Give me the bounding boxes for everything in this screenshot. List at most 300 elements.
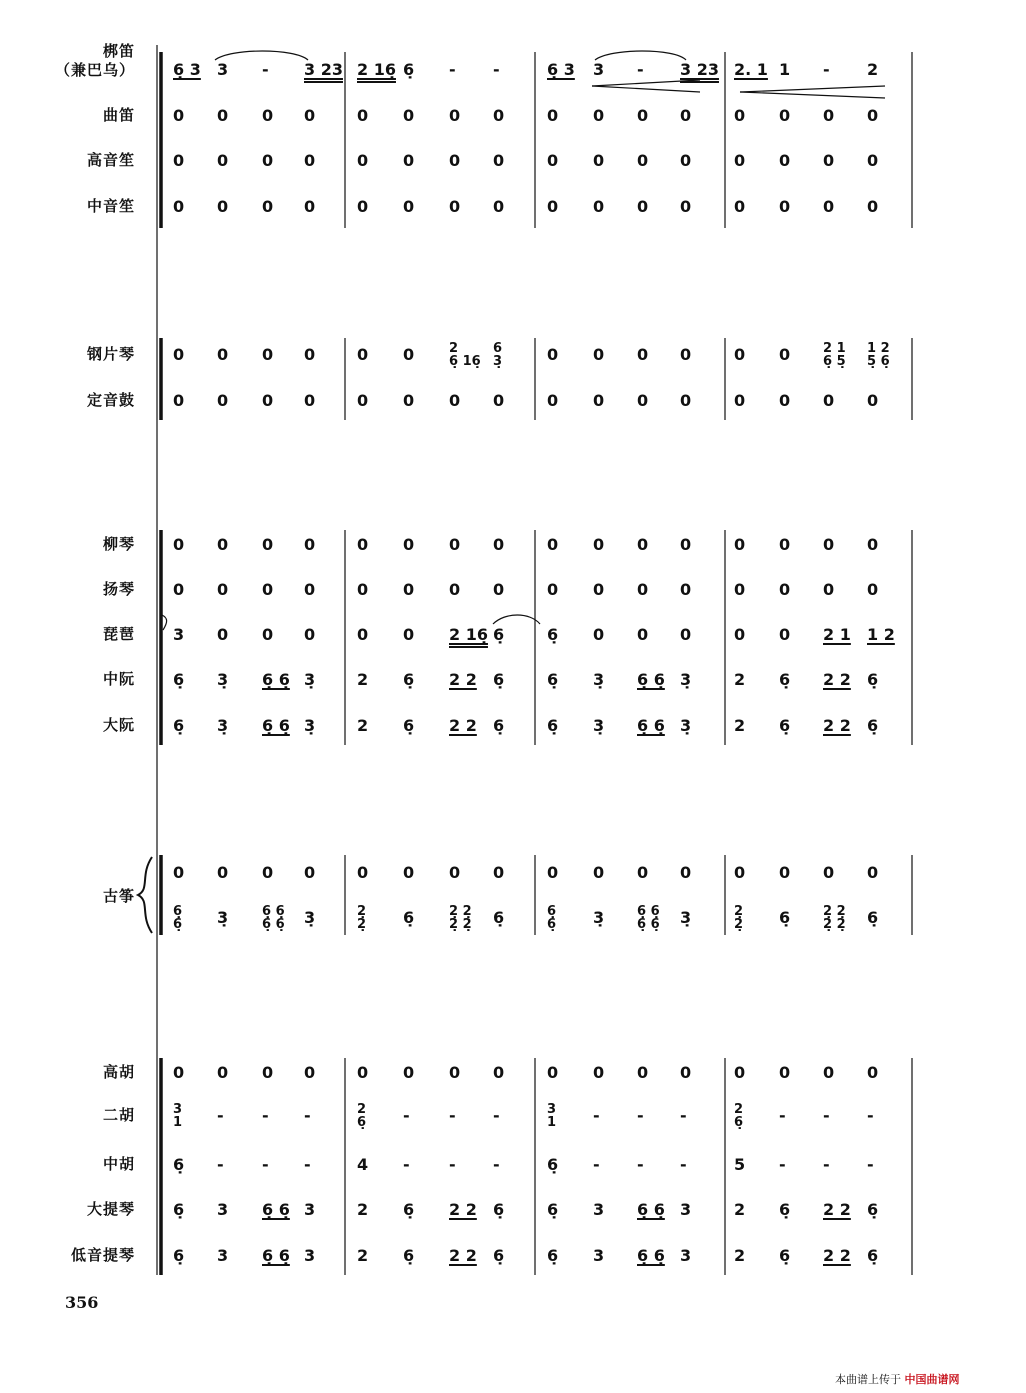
rest: 0 [680, 863, 692, 882]
rest: 0 [734, 151, 746, 170]
note: 3 [217, 1200, 229, 1219]
sustain-dash: - [593, 1106, 600, 1125]
rest: 0 [779, 863, 791, 882]
rest: 0 [680, 391, 692, 410]
rest: 0 [357, 151, 369, 170]
rest: 0 [217, 106, 229, 125]
sustain-dash: - [680, 1155, 687, 1174]
rest: 0 [403, 391, 415, 410]
instrument-name: 大提琴 [86, 1200, 135, 1218]
rest: 0 [680, 345, 692, 364]
instrument-name: 中音笙 [86, 197, 135, 215]
instrument-note: （兼巴乌） [54, 61, 135, 79]
rest: 0 [867, 106, 879, 125]
instrument-name: 高音笙 [86, 151, 135, 169]
instrument-label [0, 1246, 135, 1265]
note: 6̣ [779, 1246, 791, 1265]
note: 6̣ [547, 670, 559, 689]
note: 6̣ 3 [547, 60, 575, 79]
note: 6̣ [493, 908, 505, 927]
rest: 0 [357, 1063, 369, 1082]
sustain-dash: - [680, 1106, 687, 1125]
rest: 0 [217, 625, 229, 644]
note: 3 23 [680, 60, 719, 79]
note: 3 [593, 1246, 605, 1265]
rest: 0 [734, 106, 746, 125]
note: 2 [357, 670, 369, 689]
rest: 0 [779, 1063, 791, 1082]
rest: 0 [217, 863, 229, 882]
rest: 0 [823, 1063, 835, 1082]
rest: 0 [262, 151, 274, 170]
rest: 0 [357, 197, 369, 216]
rest: 0 [304, 106, 316, 125]
stacked-note: 6 3̣ [493, 341, 503, 369]
instrument-label [0, 1155, 135, 1174]
sustain-dash: - [217, 1155, 224, 1174]
note: 2. 1 [734, 60, 768, 79]
rest: 0 [593, 151, 605, 170]
note: 6̣ 6̣ [637, 1246, 665, 1265]
note: 6̣ [403, 1200, 415, 1219]
stacked-note: 3 1 [173, 1102, 183, 1130]
rest: 0 [357, 391, 369, 410]
note: 6̣ [173, 716, 185, 735]
sustain-dash: - [403, 1155, 410, 1174]
note: 6̣ [867, 716, 879, 735]
note: 2 [357, 1200, 369, 1219]
instrument-name: 中胡 [102, 1155, 135, 1173]
rest: 0 [493, 535, 505, 554]
note: 3 [680, 1246, 692, 1265]
note: 6̣ [547, 1200, 559, 1219]
sustain-dash: - [493, 60, 500, 79]
rest: 0 [403, 625, 415, 644]
sustain-dash: - [403, 1106, 410, 1125]
rest: 0 [493, 1063, 505, 1082]
rest: 0 [173, 345, 185, 364]
note: 6̣ [547, 625, 559, 644]
note: 3̣ [680, 716, 692, 735]
note: 3 23 [304, 60, 343, 79]
rest: 0 [593, 625, 605, 644]
rest: 0 [403, 345, 415, 364]
instrument-label [0, 625, 135, 644]
rest: 0 [262, 1063, 274, 1082]
rest: 0 [867, 1063, 879, 1082]
note: 3̣ [217, 716, 229, 735]
note: 2 [357, 716, 369, 735]
rest: 0 [357, 625, 369, 644]
note: 6̣ 6̣ [637, 670, 665, 689]
instrument-label [0, 345, 135, 364]
rest: 0 [637, 625, 649, 644]
note: 2 2 [823, 716, 851, 735]
sustain-dash: - [823, 60, 830, 79]
rest: 0 [779, 625, 791, 644]
sustain-dash: - [262, 1106, 269, 1125]
rest: 0 [304, 535, 316, 554]
instrument-label [0, 1106, 135, 1125]
rest: 0 [593, 1063, 605, 1082]
note: 3 [593, 1200, 605, 1219]
rest: 0 [493, 151, 505, 170]
rest: 0 [173, 106, 185, 125]
sustain-dash: - [262, 1155, 269, 1174]
note: 2 [734, 670, 746, 689]
instrument-label [0, 716, 135, 735]
rest: 0 [173, 535, 185, 554]
rest: 0 [449, 580, 461, 599]
sustain-dash: - [449, 1106, 456, 1125]
zheng-brace [138, 857, 152, 933]
rest: 0 [779, 197, 791, 216]
rest: 0 [173, 863, 185, 882]
rest: 0 [449, 863, 461, 882]
hairpin [592, 86, 700, 92]
rest: 0 [403, 1063, 415, 1082]
instrument-label [0, 42, 135, 80]
rest: 0 [403, 535, 415, 554]
rest: 0 [547, 197, 559, 216]
slur [493, 615, 540, 624]
rest: 0 [680, 625, 692, 644]
note: 6̣ [173, 1200, 185, 1219]
rest: 0 [357, 535, 369, 554]
rest: 0 [173, 580, 185, 599]
rest: 0 [262, 345, 274, 364]
note: 3̣ [304, 908, 316, 927]
rest: 0 [823, 391, 835, 410]
rest: 0 [779, 106, 791, 125]
note: 6̣ 6̣ [262, 1200, 290, 1219]
rest: 0 [593, 535, 605, 554]
rest: 0 [680, 1063, 692, 1082]
note: 6̣ 3 [173, 60, 201, 79]
rest: 0 [680, 580, 692, 599]
note: 6̣ [493, 1200, 505, 1219]
rest: 0 [637, 863, 649, 882]
instrument-label [0, 197, 135, 216]
note: 6̣ [493, 1246, 505, 1265]
rest: 0 [547, 535, 559, 554]
note: 6̣ [547, 1155, 559, 1174]
rest: 0 [403, 106, 415, 125]
rest: 0 [304, 625, 316, 644]
rest: 0 [449, 106, 461, 125]
rest: 0 [637, 1063, 649, 1082]
note: 3̣ [304, 670, 316, 689]
rest: 0 [867, 391, 879, 410]
rest: 0 [680, 197, 692, 216]
note: 1 [779, 60, 791, 79]
rest: 0 [357, 106, 369, 125]
note: 6̣ 6̣ [637, 1200, 665, 1219]
instrument-label [0, 1063, 135, 1082]
note: 2 [357, 1246, 369, 1265]
rest: 0 [734, 1063, 746, 1082]
rest: 0 [403, 151, 415, 170]
rest: 0 [173, 1063, 185, 1082]
rest: 0 [637, 535, 649, 554]
rest: 0 [734, 345, 746, 364]
footer-text: 本曲谱上传于 [835, 1373, 901, 1386]
rest: 0 [217, 1063, 229, 1082]
note: 6̣ [867, 1246, 879, 1265]
rest: 0 [262, 535, 274, 554]
note: 3 [593, 60, 605, 79]
stacked-note: 6̣ 6̣ 6̣ 6̣ [637, 904, 660, 932]
hairpin [740, 92, 885, 98]
note: 6̣ [547, 716, 559, 735]
note: 2 2 [823, 670, 851, 689]
instrument-label [0, 887, 135, 906]
rest: 0 [449, 197, 461, 216]
rest: 0 [823, 106, 835, 125]
sustain-dash: - [449, 1155, 456, 1174]
rest: 0 [867, 580, 879, 599]
stacked-note: 2̣ 2̣ [734, 904, 744, 932]
note: 3 [217, 60, 229, 79]
rest: 0 [734, 535, 746, 554]
note: 6̣ [779, 908, 791, 927]
rest: 0 [357, 863, 369, 882]
rest: 0 [637, 197, 649, 216]
note: 2 16̣ [357, 60, 396, 79]
rest: 0 [823, 151, 835, 170]
rest: 0 [304, 197, 316, 216]
note: 2 [734, 716, 746, 735]
sustain-dash: - [779, 1155, 786, 1174]
note: 6̣ 6̣ [262, 716, 290, 735]
note: 5 [734, 1155, 746, 1174]
sustain-dash: - [449, 60, 456, 79]
instrument-name: 钢片琴 [86, 345, 135, 363]
rest: 0 [262, 625, 274, 644]
note: 6̣ [779, 670, 791, 689]
note: 3̣ [680, 908, 692, 927]
rest: 0 [779, 535, 791, 554]
note: 2 2 [449, 1200, 477, 1219]
rest: 0 [357, 580, 369, 599]
stacked-note: 1 2 5̣ 6̣ [867, 341, 890, 369]
rest: 0 [680, 535, 692, 554]
note: 2 2 [449, 716, 477, 735]
rest: 0 [217, 580, 229, 599]
note: 6̣ 6̣ [262, 670, 290, 689]
rest: 0 [779, 580, 791, 599]
note: 6̣ [779, 1200, 791, 1219]
note: 2 1 [823, 625, 851, 644]
note: 2 16̣ [449, 625, 488, 644]
slur [595, 51, 686, 60]
rest: 0 [262, 197, 274, 216]
note: 6̣ [547, 1246, 559, 1265]
instrument-name: 梆笛 [102, 42, 135, 60]
note: 3 [680, 1200, 692, 1219]
note: 6̣ [493, 670, 505, 689]
sustain-dash: - [867, 1155, 874, 1174]
note: 3̣ [217, 670, 229, 689]
note: 6̣ [173, 670, 185, 689]
page-number: 356 [65, 1293, 99, 1312]
rest: 0 [593, 345, 605, 364]
rest: 0 [449, 391, 461, 410]
rest: 0 [734, 580, 746, 599]
instrument-name: 中阮 [102, 670, 135, 688]
instrument-name: 高胡 [102, 1063, 135, 1081]
rest: 0 [493, 106, 505, 125]
instrument-name: 扬琴 [102, 580, 135, 598]
rest: 0 [867, 197, 879, 216]
note: 2 2 [449, 670, 477, 689]
instrument-name: 古筝 [102, 887, 135, 905]
rest: 0 [547, 345, 559, 364]
rest: 0 [403, 863, 415, 882]
note: 3̣ [593, 716, 605, 735]
note: 6̣ [493, 716, 505, 735]
sustain-dash: - [823, 1155, 830, 1174]
rest: 0 [304, 580, 316, 599]
rest: 0 [217, 151, 229, 170]
rest: 0 [547, 580, 559, 599]
rest: 0 [493, 580, 505, 599]
rest: 0 [637, 391, 649, 410]
rest: 0 [779, 391, 791, 410]
rest: 0 [593, 197, 605, 216]
sustain-dash: - [493, 1106, 500, 1125]
note: 1 2 [867, 625, 895, 644]
rest: 0 [262, 106, 274, 125]
instrument-label [0, 391, 135, 410]
stacked-note: 2 1 6̣ 5̣ [823, 341, 846, 369]
rest: 0 [734, 197, 746, 216]
note: 2 2 [449, 1246, 477, 1265]
note: 3̣ [593, 670, 605, 689]
rest: 0 [304, 863, 316, 882]
stacked-note: 2̣ 2̣ [357, 904, 367, 932]
sustain-dash: - [637, 1106, 644, 1125]
rest: 0 [403, 580, 415, 599]
note: 3 [173, 625, 185, 644]
note: 6̣ [493, 625, 505, 644]
rest: 0 [680, 106, 692, 125]
instrument-name: 琵琶 [102, 625, 135, 643]
rest: 0 [173, 391, 185, 410]
instrument-label [0, 535, 135, 554]
sustain-dash: - [217, 1106, 224, 1125]
stacked-note: 2 6̣ 16̣ [449, 341, 481, 369]
instrument-name: 柳琴 [102, 535, 135, 553]
note: 2 2 [823, 1200, 851, 1219]
sustain-dash: - [593, 1155, 600, 1174]
instrument-label [0, 670, 135, 689]
rest: 0 [493, 197, 505, 216]
note: 6̣ [403, 60, 415, 79]
rest: 0 [734, 391, 746, 410]
note: 6̣ 6̣ [262, 1246, 290, 1265]
rest: 0 [680, 151, 692, 170]
rest: 0 [734, 625, 746, 644]
rest: 0 [304, 1063, 316, 1082]
note: 6̣ 6̣ [637, 716, 665, 735]
instrument-name: 二胡 [102, 1106, 135, 1124]
instrument-name: 低音提琴 [70, 1246, 135, 1264]
note: 4 [357, 1155, 369, 1174]
rest: 0 [593, 106, 605, 125]
rest: 0 [262, 580, 274, 599]
slur [215, 51, 308, 60]
sustain-dash: - [304, 1106, 311, 1125]
rest: 0 [262, 863, 274, 882]
rest: 0 [449, 151, 461, 170]
rest: 0 [547, 151, 559, 170]
stacked-note: 3 1 [547, 1102, 557, 1130]
note: 3̣ [680, 670, 692, 689]
rest: 0 [593, 391, 605, 410]
stacked-note: 2̣ 2̣ 2̣ 2̣ [823, 904, 846, 932]
rest: 0 [304, 345, 316, 364]
rest: 0 [357, 345, 369, 364]
rest: 0 [593, 580, 605, 599]
rest: 0 [304, 151, 316, 170]
sustain-dash: - [779, 1106, 786, 1125]
rest: 0 [304, 391, 316, 410]
sustain-dash: - [262, 60, 269, 79]
stacked-note: 2̣ 2̣ 2̣ 2̣ [449, 904, 472, 932]
rest: 0 [637, 151, 649, 170]
note: 2 2 [823, 1246, 851, 1265]
rest: 0 [867, 151, 879, 170]
note: 3̣ [217, 908, 229, 927]
hairpin [740, 86, 885, 92]
rest: 0 [823, 197, 835, 216]
instrument-name: 定音鼓 [86, 391, 135, 409]
instrument-label [0, 151, 135, 170]
rest: 0 [637, 580, 649, 599]
footer-watermark [835, 1371, 960, 1387]
rest: 0 [449, 535, 461, 554]
stacked-note: 6̣ 6̣ 6̣ 6̣ [262, 904, 285, 932]
note: 6̣ [867, 1200, 879, 1219]
rest: 0 [547, 1063, 559, 1082]
instrument-label [0, 1200, 135, 1219]
rest: 0 [217, 535, 229, 554]
rest: 0 [779, 151, 791, 170]
rest: 0 [779, 345, 791, 364]
note: 6̣ [173, 1155, 185, 1174]
sustain-dash: - [637, 60, 644, 79]
note: 3 [304, 1200, 316, 1219]
stacked-note: 2 6̣ [357, 1102, 367, 1130]
footer-logo: 中国曲谱网 [904, 1373, 960, 1386]
rest: 0 [173, 151, 185, 170]
sustain-dash: - [823, 1106, 830, 1125]
note: 3̣ [593, 908, 605, 927]
rest: 0 [547, 106, 559, 125]
note: 3 [217, 1246, 229, 1265]
note: 6̣ [403, 670, 415, 689]
rest: 0 [867, 535, 879, 554]
note: 6̣ [867, 908, 879, 927]
rest: 0 [547, 863, 559, 882]
instrument-label [0, 580, 135, 599]
rest: 0 [493, 391, 505, 410]
note: 3̣ [304, 716, 316, 735]
note: 6̣ [403, 716, 415, 735]
note: 6̣ [403, 908, 415, 927]
rest: 0 [823, 535, 835, 554]
